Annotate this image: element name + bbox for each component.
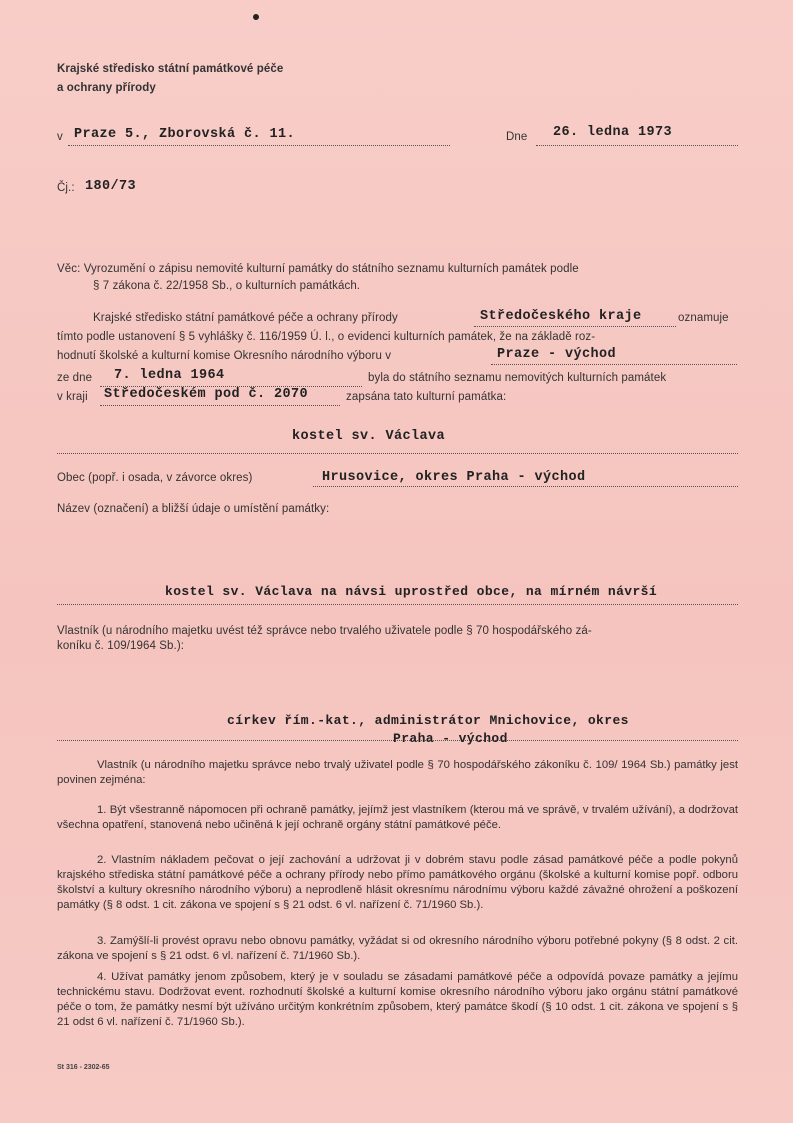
- ref-label: Čj.:: [57, 182, 75, 194]
- duty-item-4: 4. Užívat památky jenom způsobem, který je v souladu se zásadami památkové péče a odpovídá povaze památky a jejímu technickému stavu. Dodržovat event. rozhodnutí školské a kulturní komise okresního národního výboru jako orgánu státní památkové péče o tom, že památky nesmí být užíváno určitým konkrétním způsobem, který památce škodí (§ 10 odst. 1 cit. zákona ve spojení s § 21 odst 6 vl. nařízení č. 71/1960 Sb.).: [57, 971, 738, 1028]
- org-name-line1: Krajské středisko státní památkové péče: [57, 63, 284, 75]
- intro-d2: byla do státního seznamu nemovitých kulturních památek: [368, 372, 667, 384]
- location-dotted-line: [57, 604, 738, 605]
- intro-d1: ze dne: [57, 372, 93, 384]
- municipality-value: Hrusovice, okres Praha - východ: [322, 470, 586, 485]
- municipality-label: Obec (popř. i osada, v závorce okres): [57, 472, 253, 484]
- subject-line1: Věc: Vyrozumění o zápisu nemovité kulturní památky do státního seznamu kulturních památek podle: [57, 263, 579, 275]
- intro-a2: oznamuje: [678, 312, 729, 324]
- monument-name: kostel sv. Václava: [292, 429, 446, 444]
- subject-line2: § 7 zákona č. 22/1958 Sb., o kulturních památkách.: [93, 280, 361, 292]
- duty-item-3: 3. Zamýšlí-li provést opravu nebo obnovu památky, vyžádat si od okresního národního výboru potřebné pokyny (§ 8 odst. 2 cit. zákona ve spojení s § 21 odst. 6 vl. nařízení č. 71/1960 Sb.).: [57, 935, 738, 962]
- org-name-line2: a ochrany přírody: [57, 82, 156, 94]
- intro-e1: v kraji: [57, 391, 88, 403]
- form-code: St 316 - 2302-65: [57, 1064, 110, 1071]
- owner-label-line2: koníku č. 109/1964 Sb.):: [57, 640, 185, 652]
- duty-item-1: 1. Být všestranně nápomocen při ochraně památky, jejímž jest vlastníkem (kterou má ve správě, v trvalém užívání), a dodržovat všechna opatření, stanovená nebo učiněná k její ochraně orgány státní památkové péče.: [57, 804, 738, 831]
- location-value: kostel sv. Václava na návsi uprostřed obce, na mírném návrší: [165, 584, 658, 599]
- location-label: Název (označení) a bližší údaje o umístění památky:: [57, 503, 330, 515]
- date-dotted-line: [536, 145, 738, 146]
- owner-label-line1: Vlastník (u národního majetku uvést též správce nebo trvalého uživatele podle § 70 hospodářského zá-: [57, 625, 592, 637]
- intro-region: Středočeského kraje: [480, 309, 642, 324]
- owner-value-line2: Praha - východ: [393, 731, 508, 746]
- ref-value: 180/73: [85, 179, 137, 194]
- district-dotted-line: [491, 364, 737, 365]
- date-label: Dne: [506, 131, 528, 143]
- intro-a1: Krajské středisko státní památkové péče a ochrany přírody: [93, 312, 398, 324]
- intro-district: Praze - východ: [497, 347, 617, 362]
- monument-dotted-line: [57, 453, 738, 454]
- owner-value-line1: církev řím.-kat., administrátor Mnichovice, okres: [227, 713, 629, 728]
- municipality-dotted-line: [313, 486, 738, 487]
- register-dotted-line: [100, 405, 340, 406]
- duty-item-2: 2. Vlastním nákladem pečovat o její zachování a udržovat ji v dobrém stavu podle zásad památkové péče a podle pokynů krajského střediska státní památkové péče a ochrany přírody nebo přímo památkového orgánu (školské a kulturní komise popř. odboru školství a kultury okresního národního výboru) a neprodleně hlásit okresnímu národnímu výboru každé závažné ohrožení a poškození památky (§ 8 odst. 1 cit. zákona ve spojení s § 21 odst. 6 vl. nařízení č. 71/1960 Sb.).: [57, 854, 738, 911]
- intro-b: tímto podle ustanovení § 5 vyhlášky č. 116/1959 Ú. l., o evidenci kulturních památek, že na základě roz-: [57, 331, 596, 343]
- intro-e2: zapsána tato kulturní památka:: [346, 391, 507, 403]
- punch-hole-mark: [253, 14, 259, 20]
- place-value: Praze 5., Zborovská č. 11.: [74, 127, 296, 142]
- region-dotted-line: [474, 326, 676, 327]
- place-prefix: v: [57, 131, 63, 143]
- place-dotted-line: [68, 145, 450, 146]
- date-value: 26. ledna 1973: [553, 125, 673, 140]
- intro-decision-date: 7. ledna 1964: [114, 368, 225, 383]
- intro-c1: hodnutí školské a kulturní komise Okresního národního výboru v: [57, 350, 392, 362]
- duties-intro: Vlastník (u národního majetku správce nebo trvalý uživatel podle § 70 hospodářského zákoníku č. 109/ 1964 Sb.) památky jest povinen zejména:: [57, 759, 738, 786]
- intro-register-no: Středočeském pod č. 2070: [104, 387, 309, 402]
